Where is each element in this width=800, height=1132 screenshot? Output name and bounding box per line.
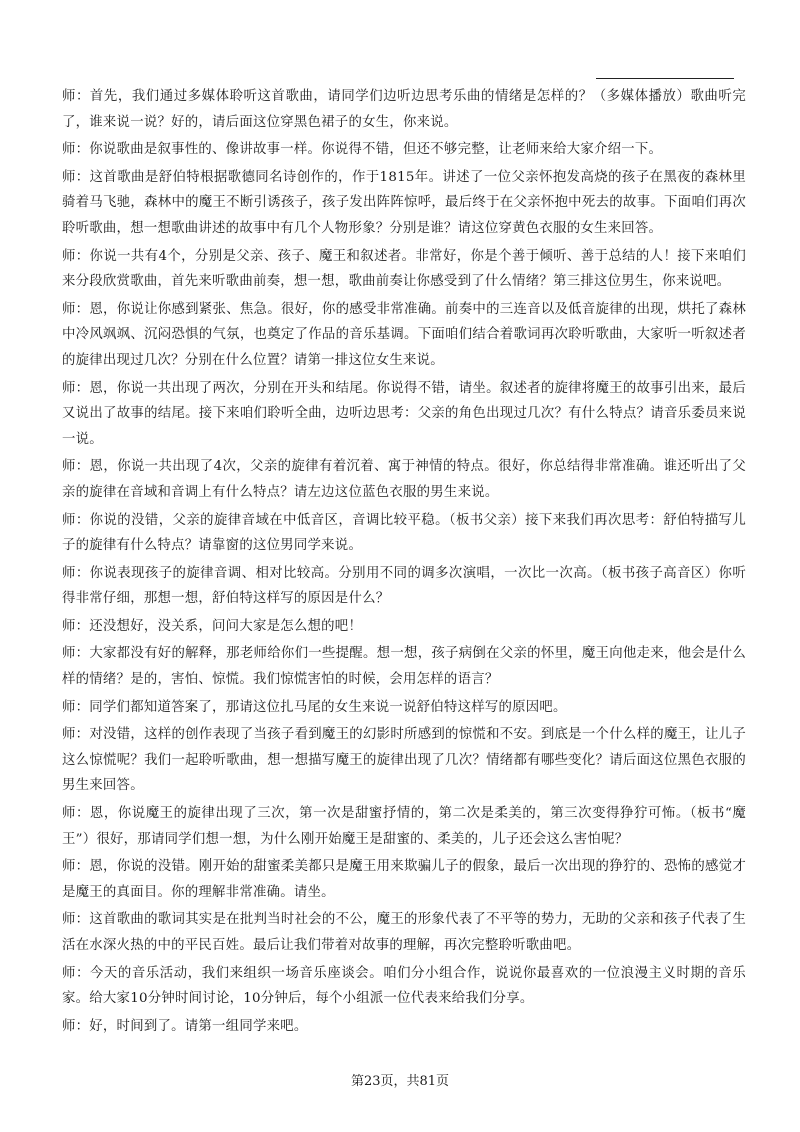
paragraph: 师：还没想好，没关系，问问大家是怎么想的吧！ xyxy=(62,618,363,634)
header-rule xyxy=(596,78,734,79)
paragraph: 师：这首歌曲是舒伯特根据歌德同名诗创作的，作于1815年。讲述了一位父亲怀抱发高烧的孩子在黑夜的森林里骑着马飞驰，森林中的魔王不断引诱孩子，孩子发出阵阵惊呼，最后终于在父亲怀抱中死去的故事。下面咱们再次聆听歌曲，想一想歌曲讲述的故事中有几个人物形象？分别是谁？请这位穿黄色衣服的女生来回答。 xyxy=(62,169,746,236)
paragraph: 师：今天的音乐活动，我们来组织一场音乐座谈会。咱们分小组合作，说说你最喜欢的一位浪漫主义时期的音乐家。给大家10分钟时间讨论，10分钟后，每个小组派一位代表来给我们分享。 xyxy=(62,965,746,1007)
paragraph: 师：恩，你说一共出现了4次，父亲的旋律有着沉着、寓于神情的特点。很好，你总结得非常准确。谁还听出了父亲的旋律在音域和音调上有什么特点？请左边这位蓝色衣服的男生来说。 xyxy=(62,459,746,500)
paragraph: 师：你说一共有4个，分别是父亲、孩子、魔王和叙述者。非常好，你是个善于倾听、善于总结的人！接下来咱们来分段欣赏歌曲，首先来听歌曲前奏，想一想，歌曲前奏让你感受到了什么情绪？第三排这位男生，你来说吧。 xyxy=(62,248,746,290)
paragraph: 师：你说歌曲是叙事性的、像讲故事一样。你说得不错，但还不够完整，让老师来给大家介绍一下。 xyxy=(62,142,663,158)
paragraph: 师：对没错，这样的创作表现了当孩子看到魔王的幻影时所感到的惊慌和不安。到底是一个什么样的魔王，让儿子这么惊慌呢？我们一起聆听歌曲，想一想描写魔王的旋律出现了几次？情绪都有哪些变化？请后面这位黑色衣服的男生来回答。 xyxy=(62,727,746,794)
paragraph: 师：首先，我们通过多媒体聆听这首歌曲，请同学们边听边思考乐曲的情绪是怎样的？（多媒体播放）歌曲听完了，谁来说一说？好的，请后面这位穿黑色裙子的女生，你来说。 xyxy=(62,89,746,130)
paragraph: 师：恩，你说魔王的旋律出现了三次，第一次是甜蜜抒情的，第二次是柔美的，第三次变得狰狞可怖。（板书“魔王”）很好，那请同学们想一想，为什么刚开始魔王是甜蜜的、柔美的，儿子还会这么害怕呢？ xyxy=(62,806,746,847)
paragraph: 师：同学们都知道答案了，那请这位扎马尾的女生来说一说舒伯特这样写的原因吧。 xyxy=(62,699,567,715)
paragraph: 师：恩，你说的没错。刚开始的甜蜜柔美都只是魔王用来欺骗儿子的假象，最后一次出现的狰狞的、恐怖的感觉才是魔王的真面目。你的理解非常准确。请坐。 xyxy=(62,859,746,900)
paragraph: 师：恩，你说让你感到紧张、焦急。很好，你的感受非常准确。前奏中的三连音以及低音旋律的出现，烘托了森林中冷风飒飒、沉闷恐惧的气氛，也奠定了作品的音乐基调。下面咱们结合着歌词再次聆听歌曲，大家听一听叙述者的旋律出现过几次？分别在什么位置？请第一排这位女生来说。 xyxy=(62,301,746,368)
paragraph: 师：大家都没有好的解释，那老师给你们一些提醒。想一想，孩子病倒在父亲的怀里，魔王向他走来，他会是什么样的情绪？是的，害怕、惊慌。我们惊慌害怕的时候，会用怎样的语言？ xyxy=(62,646,746,688)
paragraph: 师：你说表现孩子的旋律音调、相对比较高。分别用不同的调多次演唱，一次比一次高。（板书孩子高音区）你听得非常仔细，那想一想，舒伯特这样写的原因是什么？ xyxy=(62,565,746,607)
paragraph: 师：恩，你说一共出现了两次，分别在开头和结尾。你说得不错，请坐。叙述者的旋律将魔王的故事引出来，最后又说出了故事的结尾。接下来咱们聆听全曲，边听边思考：父亲的角色出现过几次？有什么特点？请音乐委员来说一说。 xyxy=(62,380,746,447)
paragraph: 师：你说的没错，父亲的旋律音域在中低音区，音调比较平稳。（板书父亲）接下来我们再次思考：舒伯特描写儿子的旋律有什么特点？请靠窗的这位男同学来说。 xyxy=(62,512,746,554)
page-number: 第23页，共81页 xyxy=(350,1074,450,1089)
document-body xyxy=(62,84,746,1041)
paragraph: 师：好，时间到了。请第一组同学来吧。 xyxy=(62,1018,308,1034)
paragraph: 师：这首歌曲的歌词其实是在批判当时社会的不公，魔王的形象代表了不平等的势力，无助的父亲和孩子代表了生活在水深火热的中的平民百姓。最后让我们带着对故事的理解，再次完整聆听歌曲吧。 xyxy=(62,912,746,953)
